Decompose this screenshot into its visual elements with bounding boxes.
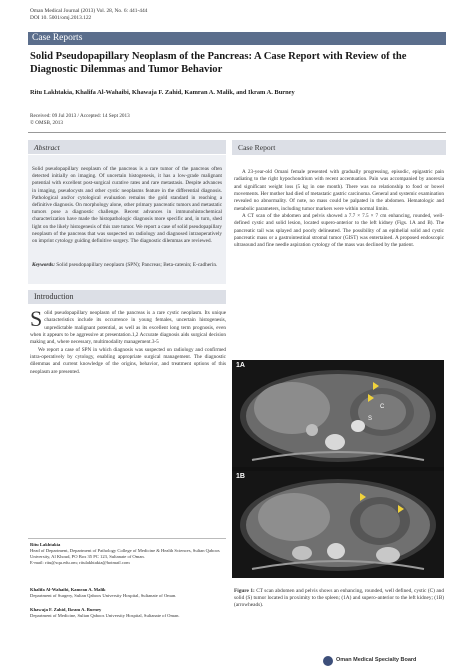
introduction-para-2: We report a case of SPN in which diagnosis was suspected on radiology and confirmed intra-operatively by cytology, enabling appropriate surgical management. The diagnostic dilemmas and current knowledge of the origins, behavior, and treatment options of this neoplasm are presented. <box>30 346 226 375</box>
panel-label-b: 1B <box>236 473 245 480</box>
affiliation-name: Khalifa Al-Wahaibi, Kamran A. Malik <box>30 587 106 592</box>
journal-citation: Oman Medical Journal (2013) Vol. 28, No. 6: 441-444 <box>30 8 148 14</box>
keywords-text: Solid pseudopapillary neoplasm (SPN); Pancreas; Beta-catenin; E-cadherin. <box>56 262 218 268</box>
author-list: Ritu Lakhtakia, Khalifa Al-Wahaibi, Khawaja F. Zahid, Kamran A. Malik, and Ikram A. Burney <box>30 89 295 96</box>
ct-figure <box>232 360 444 578</box>
journal-doi: DOI 10. 5001/omj.2013.122 <box>30 15 92 21</box>
keywords-box <box>28 258 226 284</box>
affiliation-1 <box>30 542 226 566</box>
affiliation-text: Head of Department, Department of Pathology College of Medicine & Health Sciences, Sultan Qaboos University, Al Khoud, PO Box 35 PC 123, Sultanate of Oman. <box>30 548 220 559</box>
label-c: C <box>380 404 385 410</box>
section-label: Case Reports <box>32 33 83 43</box>
dropcap: S <box>30 306 43 331</box>
case-report-heading: Case Report <box>238 143 276 152</box>
article-title: Solid Pseudopapillary Neoplasm of the Pancreas: A Case Report with Review of the Diagnostic Dilemmas and Tumor Behavior <box>30 51 407 75</box>
ct-panel-a <box>232 360 444 467</box>
abstract-box <box>28 140 226 258</box>
introduction-body <box>30 306 226 376</box>
case-report-para-2: A CT scan of the abdomen and pelvis showed a 7.7 × 7.5 × 7 cm enhancing, rounded, well-defined cystic and solid lesion, located supero-anterior to the left kidney (Figs. 1A and B). The pancreatic tail was splayed and poorly delineated. The possibility of an epithelial solid and cystic pancreatic mass or a gastrointestinal stromal tumor (GIST) was entertained. A proposed endoscopic ultrasound and fine needle aspiration cytology of the mass was declined by the patient. <box>234 213 444 249</box>
label-s: S <box>368 416 373 422</box>
case-report-para-1: A 23-year-old Omani female presented with gradually progressing, episodic, epigastric pain radiating to the right hypochondrium with recent accentuation. Pain was accompanied by anorexia and significant weight loss (5 kg in one month). There was no relationship to food or bowel movements. Her mother had died of metastatic gastric carcinoma. General and systemic examination revealed no abnormality. Of note, no mass could be palpated in the abdomen. Hematologic and metabolic parameters, including tumor markers were within normal limits. <box>234 169 444 212</box>
omsb-emblem-icon <box>323 656 333 666</box>
abstract-text: Solid pseudopapillary neoplasm of the pancreas is a rare tumor of the pancreas often detected initially on imaging. Of uncertain histogenesis, it has a low-grade malignant potential with excellent post-surgical curative rates and rare metastasis. Despite advances in imaging, pseudocysts and other cystic neoplasms feature in the differential diagnosis. Pathological and/or cytological evaluation remains the gold standard in reaching a definitive diagnosis. On morphology alone, other primary pancreatic tumors and metastatic tumors pose a diagnostic challenge. Recent advances in immunohistochemical characterization have made the histopathologic diagnosis more specific and, in turn, shed light on the likely histogenesis of this rare tumor. We report a case of solid pseudopapillary neoplasm of the pancreas that was suspected on radiology and diagnosed intraoperatively on imprint cytology guiding definitive surgery. The diagnostic dilemmas are reviewed. <box>32 166 222 245</box>
header-rule <box>28 132 446 133</box>
ct-scan-image-b <box>232 471 444 578</box>
affiliation-3 <box>30 607 226 619</box>
footer-text: Oman Medical Specialty Board <box>336 657 417 663</box>
abstract-header <box>28 140 226 155</box>
journal-meta <box>30 8 147 22</box>
copyright: © OMSB, 2013 <box>30 120 63 126</box>
received-date: Received: 09 Jul 2013 / Accepted: 14 Sept 2013 <box>30 113 130 119</box>
affiliation-name: Ritu Lakhtakia <box>30 542 61 547</box>
keywords-label: Keywords: <box>32 262 55 268</box>
introduction-bar <box>28 290 226 304</box>
footer-logo <box>323 656 443 666</box>
caption-label: Figure 1: <box>234 588 255 594</box>
affiliation-text: Department of Medicine, Sultan Qaboos University Hospital, Sultanate of Oman. <box>30 613 180 618</box>
affiliation-email: E-mail: ritu@squ.edu.om; ritulakhtakia@hotmail.com <box>30 560 130 565</box>
affiliation-2 <box>30 587 226 599</box>
abstract-heading: Abstract <box>34 143 60 152</box>
affiliation-text: Department of Surgery, Sultan Qaboos University Hospital, Sultanate of Oman. <box>30 593 177 598</box>
figure-caption <box>234 588 444 610</box>
section-bar <box>28 32 446 45</box>
affiliations-rule <box>28 538 226 539</box>
keywords <box>32 262 222 269</box>
case-report-header <box>232 140 446 155</box>
ct-scan-image-a <box>232 360 444 467</box>
ct-panel-b <box>232 471 444 578</box>
panel-label-a: 1A <box>236 362 245 369</box>
caption-text: CT scan abdomen and pelvis shows an enhancing, rounded, well defined, cystic (C) and solid (S) tumor located in proximity to the spleen; (1A) and supero-anterior to the left kidney; (1B) (arrowheads). <box>234 588 444 609</box>
introduction-heading: Introduction <box>34 292 74 301</box>
case-report-body <box>234 169 444 250</box>
affiliation-name: Khawaja F. Zahid, Ikram A. Burney <box>30 607 102 612</box>
introduction-para-1: olid pseudopapillary neoplasm of the pancreas is a rare cystic neoplasm. Its unique characteristics include its occurrence in young females, uncertain histogenesis, unpredictable malignant potential, as well as its excellent long term prognosis, even when it appears to be aggressive at presentation.1,2 Accurate diagnosis aids surgical decision making and, where necessary, multimodality management.3-5 <box>30 310 226 346</box>
